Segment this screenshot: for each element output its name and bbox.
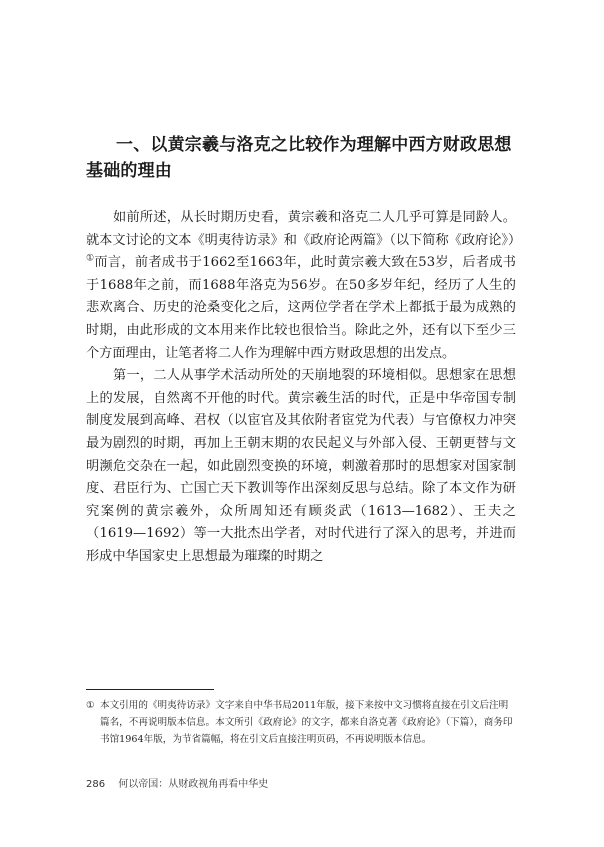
footnote: [86, 697, 516, 748]
paragraph-2: 第一，二人从事学术活动所处的天崩地裂的环境相似。思想家在思想上的发展，自然离不开他的时代。黄宗羲生活的时代，正是中华帝国专制制度发展到高峰、君权（以宦官及其依附者宦党为代表）与官僚权力冲突最为剧烈的时期，再加上王朝末期的农民起义与外部入侵、王朝更替与文明濒危交杂在一起，如此剧烈变换的环境，刺激着那时的思想家对国家制度、君臣行为、亡国亡天下教训等作出深刻反思与总结。除了本文作为研究案例的黄宗羲外，众所周知还有顾炎武（1613—1682）、王夫之（1619—1692）等一大批杰出学者，对时代进行了深入的思考，并进而形成中华国家史上思想最为璀璨的时期之: [86, 368, 516, 564]
running-book-title: 何以帝国：从财政视角再看中华史: [118, 779, 269, 790]
body-text: [86, 207, 522, 569]
paragraph-1-after-marker: 而言，前者成书于1662至1663年，此时黄宗羲大致在53岁，后者成书于1688年之前，而1688年洛克为56岁。在50多岁年纪，经历了人生的悲欢离合、历史的沧桑变化之后，这两位学者在学术上都抵于最为成熟的时期，由此形成的文本用来作比较也很恰当。除此之外，还有以下至少三个方面理由，让笔者将二人作为理解中西方财政思想的出发点。: [86, 255, 516, 361]
footnote-text: 本文引用的《明夷待访录》文字来自中华书局2011年版，接下来按中文习惯将直接在引文后注明篇名，不再说明版本信息。本文所引《政府论》的文字，都来自洛克著《政府论》（下篇），商务印书馆1964年版，为节省篇幅，将在引文后直接注明页码，不再说明版本信息。: [100, 700, 513, 745]
paragraph-1: [86, 207, 522, 365]
footnote-divider: [86, 689, 214, 690]
paragraph-1-before-marker: 如前所述，从长时期历史看，黄宗羲和洛克二人几乎可算是同龄人。就本文讨论的文本《明夷待访录》和《政府论两篇》（以下简称《政府论》）: [86, 210, 522, 248]
page-footer: [86, 775, 268, 790]
section-heading: 一、以黄宗羲与洛克之比较作为理解中西方财政思想基础的理由: [86, 135, 512, 181]
page-number: 286: [86, 779, 106, 790]
footnote-mark: ①: [86, 700, 95, 711]
footnote-reference-marker[interactable]: ①: [86, 253, 95, 264]
